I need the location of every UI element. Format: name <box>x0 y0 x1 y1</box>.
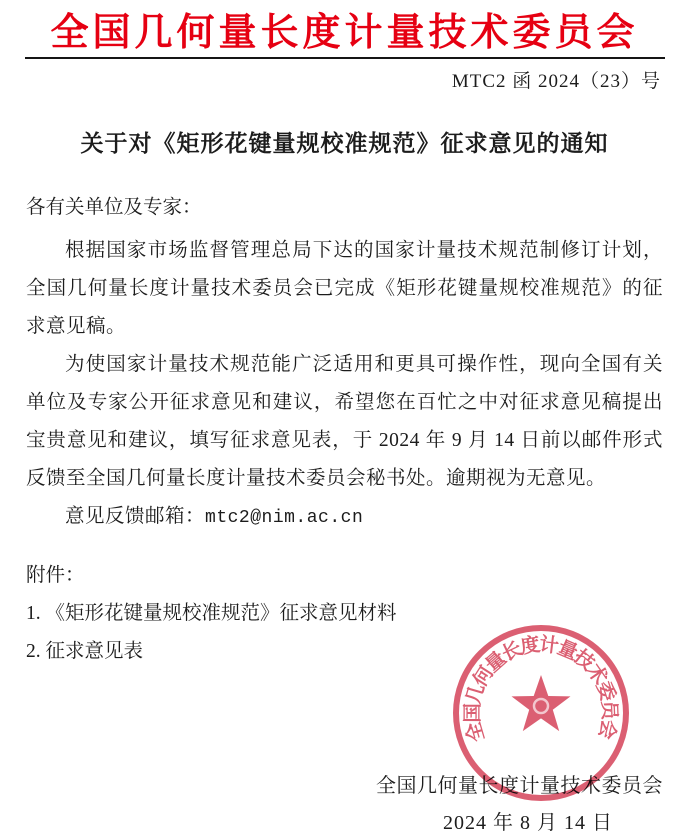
body-paragraph: 根据国家市场监督管理总局下达的国家计量技术规范制修订计划，全国几何量长度计量技术委员会已完成《矩形花键量规校准规范》的征求意见稿。 <box>26 240 663 337</box>
email-label: 意见反馈邮箱： <box>65 506 206 527</box>
notice-title: 关于对《矩形花键量规校准规范》征求意见的通知 <box>80 130 609 156</box>
masthead-committee-name: 全国几何量长度计量技术委员会 <box>50 12 639 54</box>
body-paragraph: 为使国家计量技术规范能广泛适用和更具可操作性，现向全国有关单位及专家公开征求意见和建议，希望您在百忙之中对征求意见稿提出宝贵意见和建议，填写征求意见表，于 2024 年 9 月 14 日前以邮件形式反馈至全国几何量长度计量技术委员会秘书处。逾期视为无意见。 <box>26 354 663 489</box>
salutation: 各有关单位及专家： <box>26 197 202 218</box>
red-star-icon <box>512 675 571 731</box>
masthead-divider <box>25 57 665 59</box>
signature-block <box>0 773 689 831</box>
signature-committee-name: 全国几何量长度计量技术委员会 <box>376 775 663 797</box>
attachment-item: 2. 征求意见表 <box>26 641 144 662</box>
seal-arc-text: 全国几何量长度计量技术委员会 <box>462 634 620 745</box>
attachments-label: 附件： <box>26 565 85 586</box>
feedback-email-line <box>26 498 663 537</box>
seal-star-swirl <box>534 699 548 713</box>
attachments-section <box>26 557 663 671</box>
signature-date: 2024 年 8 月 14 日 <box>443 812 613 831</box>
attachment-item: 1. 《矩形花键量规校准规范》征求意见材料 <box>26 603 397 624</box>
feedback-email-address: mtc2@nim.ac.cn <box>205 508 364 528</box>
document-number: MTC2 函 2024（23）号 <box>451 71 661 92</box>
notice-body <box>0 232 689 537</box>
